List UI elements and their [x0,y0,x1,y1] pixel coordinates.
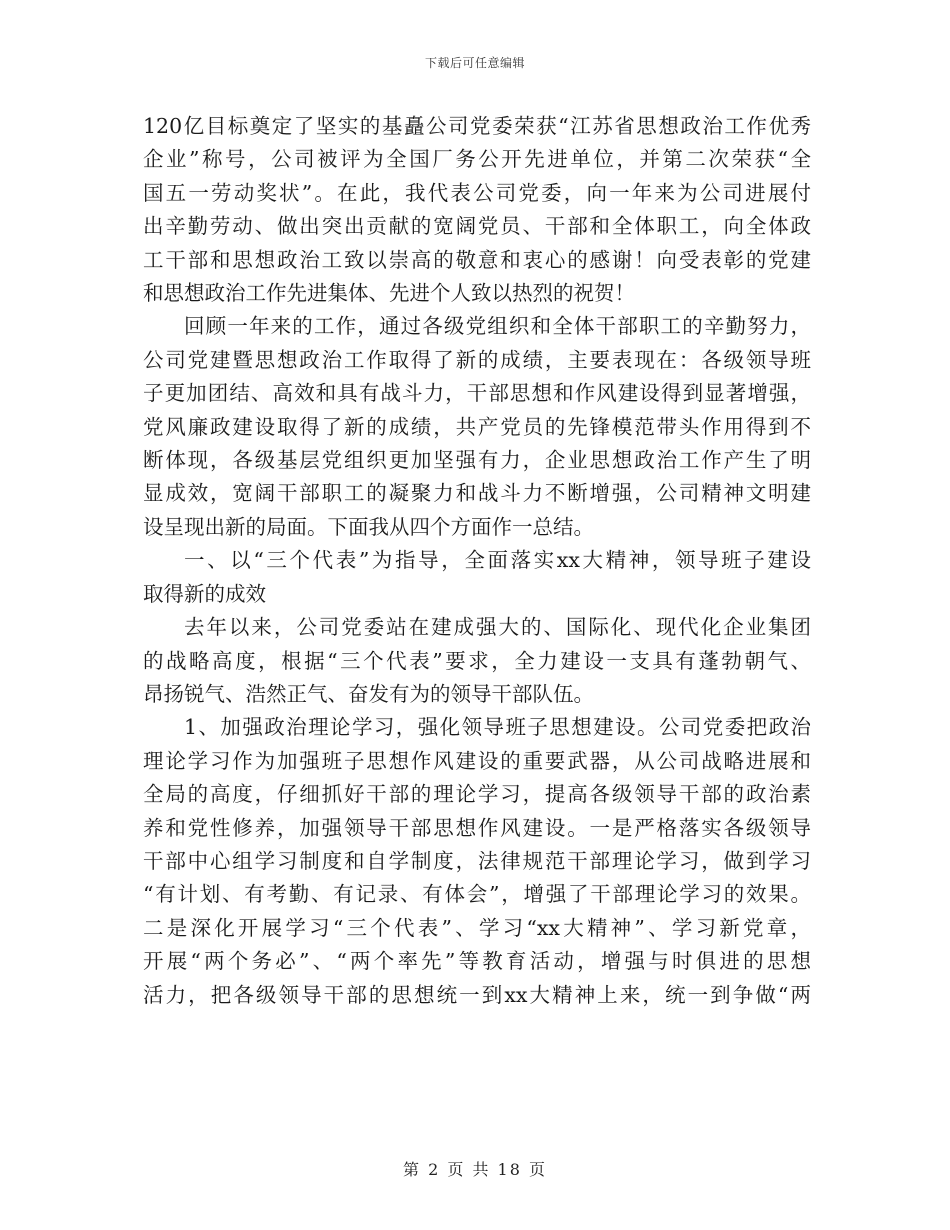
paragraph-4-line-1: 去年以来，公司党委站在建成强大的、国际化、现代化企业集团 [184,615,811,640]
paragraph-3-line-2: 取得新的成效 [143,581,266,606]
paragraph-1-line-4: 出辛勤劳动、做出突出贡献的宽阔党员、干部和全体职工，向全体政 [143,214,811,239]
paragraph-1-line-5: 工干部和思想政治工致以崇高的敬意和衷心的感谢！向受表彰的党建 [143,247,811,272]
paragraph-5-line-5: 干部中心组学习制度和自学制度，法律规范干部理论学习，做到学习 [143,848,811,873]
paragraph-5-line-2: 理论学习作为加强班子思想作风建设的重要武器，从公司战略进展和 [143,748,811,773]
paragraph-1-line-1: 120亿目标奠定了坚实的基矗公司党委荣获“江苏省思想政治工作优秀 [143,114,811,138]
paragraph-5-line-4: 养和党性修养，加强领导干部思想作风建设。一是严格落实各级领导 [143,815,811,840]
paragraph-2-line-2: 公司党建暨思想政治工作取得了新的成绩，主要表现在：各级领导班 [143,347,811,372]
paragraph-1-line-3: 国五一劳动奖状”。在此，我代表公司党委，向一年来为公司进展付 [143,180,811,205]
paragraph-1-line-6: 和思想政治工作先进集体、先进个人致以热烈的祝贺！ [143,281,635,306]
paragraph-5-line-6: “有计划、有考勤、有记录、有体会”，增强了干部理论学习的效果。 [143,882,811,907]
paragraph-1-line-2: 企业”称号，公司被评为全国厂务公开先进单位，并第二次荣获“全 [143,147,811,172]
paragraph-5-line-1: 1、加强政治理论学习，强化领导班子思想建设。公司党委把政治 [184,715,811,740]
paragraph-2-line-3: 子更加团结、高效和具有战斗力，干部思想和作风建设得到显著增强， [143,381,811,406]
paragraph-5-line-8: 开展“两个务必”、“两个率先”等教育活动，增强与时俱进的思想 [143,949,811,974]
paragraph-4-line-2: 的战略高度，根据“三个代表”要求，全力建设一支具有蓬勃朝气、 [143,648,811,673]
page-footer: 第 2 页 共 18 页 [403,1160,547,1179]
paragraph-5-line-9: 活力，把各级领导干部的思想统一到xx大精神上来，统一到争做“两 [143,982,811,1007]
page-header: 下载后可任意编辑 [424,56,525,70]
paragraph-2-line-6: 显成效，宽阔干部职工的凝聚力和战斗力不断增强，公司精神文明建 [143,481,811,506]
document-body [143,110,811,1012]
paragraph-5-line-3: 全局的高度，仔细抓好干部的理论学习，提高各级领导干部的政治素 [143,782,811,807]
paragraph-2-line-1: 回顾一年来的工作，通过各级党组织和全体干部职工的辛勤努力， [184,314,811,339]
paragraph-5-line-7: 二是深化开展学习“三个代表”、学习“xx大精神”、学习新党章， [143,915,811,940]
paragraph-2-line-7: 设呈现出新的局面。下面我从四个方面作一总结。 [143,514,594,539]
paragraph-4-line-3: 昂扬锐气、浩然正气、奋发有为的领导干部队伍。 [143,681,594,706]
paragraph-3-line-1: 一、以“三个代表”为指导，全面落实xx大精神，领导班子建设 [184,548,811,573]
paragraph-2-line-5: 断体现，各级基层党组织更加坚强有力，企业思想政治工作产生了明 [143,448,811,473]
paragraph-2-line-4: 党风廉政建设取得了新的成绩，共产党员的先锋模范带头作用得到不 [143,414,811,439]
